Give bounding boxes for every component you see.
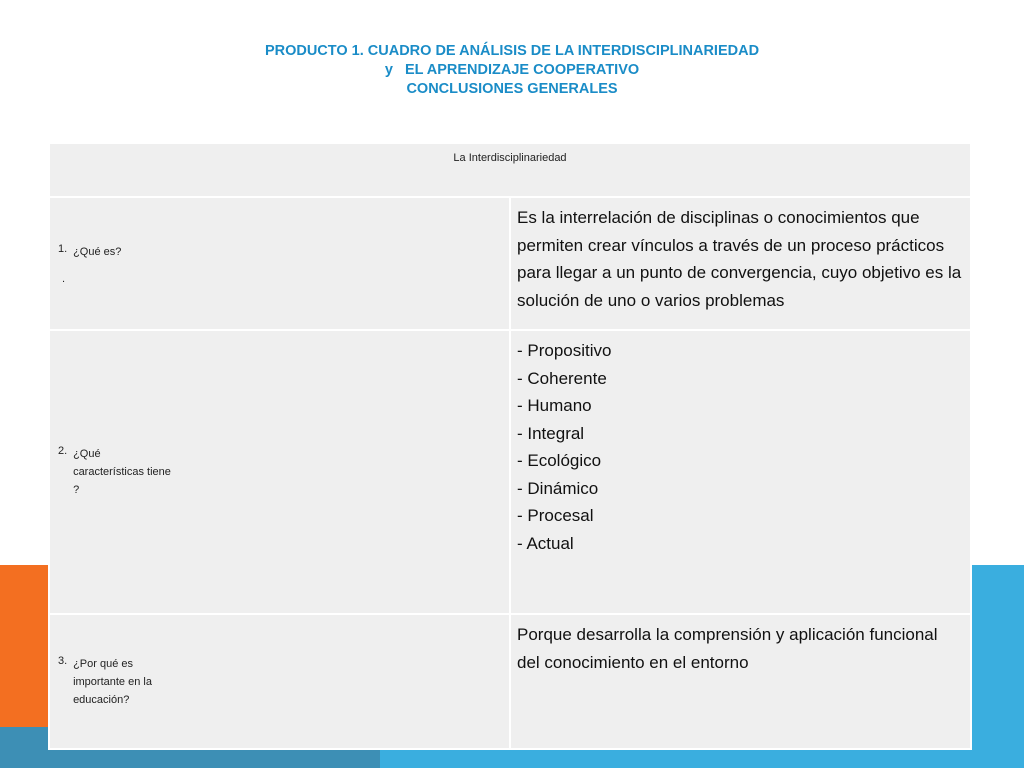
table-header-row: [49, 143, 971, 197]
list-item: - Ecológico: [517, 451, 602, 470]
title-line-2: y EL APRENDIZAJE COOPERATIVO: [384, 62, 640, 78]
title-line-3: CONCLUSIONES GENERALES: [406, 81, 618, 97]
analysis-table-container: [48, 142, 972, 748]
list-item: - Integral: [517, 423, 585, 443]
analysis-table: [48, 142, 972, 750]
decor-bottom-right-band: [380, 747, 1024, 768]
question-number: 3.: [58, 654, 68, 667]
table-header-cell: La Interdisciplinariedad: [49, 143, 971, 197]
decor-blue-band: [964, 565, 1024, 768]
list-item: - Coherente: [517, 368, 607, 388]
question-number: 2.: [58, 445, 68, 457]
answer-cell-1: Es la interrelación de disciplinas o conocimientos que permiten crear vínculos a través de un proceso prácticos para llegar a un punto de convergencia, cuyo objetivo es la solución de uno o varios problemas: [510, 197, 971, 330]
slide-title: [0, 42, 1024, 99]
question-number: 1.: [58, 242, 68, 255]
list-item: - Humano: [517, 396, 592, 415]
list-item: - Propositivo: [517, 341, 612, 360]
table-row: [49, 330, 971, 614]
answer-cell-3: Porque desarrolla la comprensión y aplicación funcional del conocimiento en el entorno: [510, 614, 971, 749]
list-item: - Dinámico: [517, 478, 599, 498]
answer-cell-2: [510, 330, 971, 614]
list-item: - Procesal: [517, 506, 594, 525]
question-cell-2: [49, 330, 510, 614]
question-text: ¿Por qué es importante en la educación?: [73, 657, 152, 706]
list-item: - Actual: [517, 533, 574, 553]
table-row: [49, 614, 971, 749]
question-extra-mark: .: [62, 272, 66, 285]
question-cell-1: [49, 197, 510, 330]
table-row: [49, 197, 971, 330]
question-text: ¿Qué características tiene ?: [73, 448, 171, 496]
question-cell-3: [49, 614, 510, 749]
title-line-1: PRODUCTO 1. CUADRO DE ANÁLISIS DE LA INTERDISCIPLINARIEDAD: [264, 43, 760, 59]
question-text: ¿Qué es?: [73, 245, 122, 258]
